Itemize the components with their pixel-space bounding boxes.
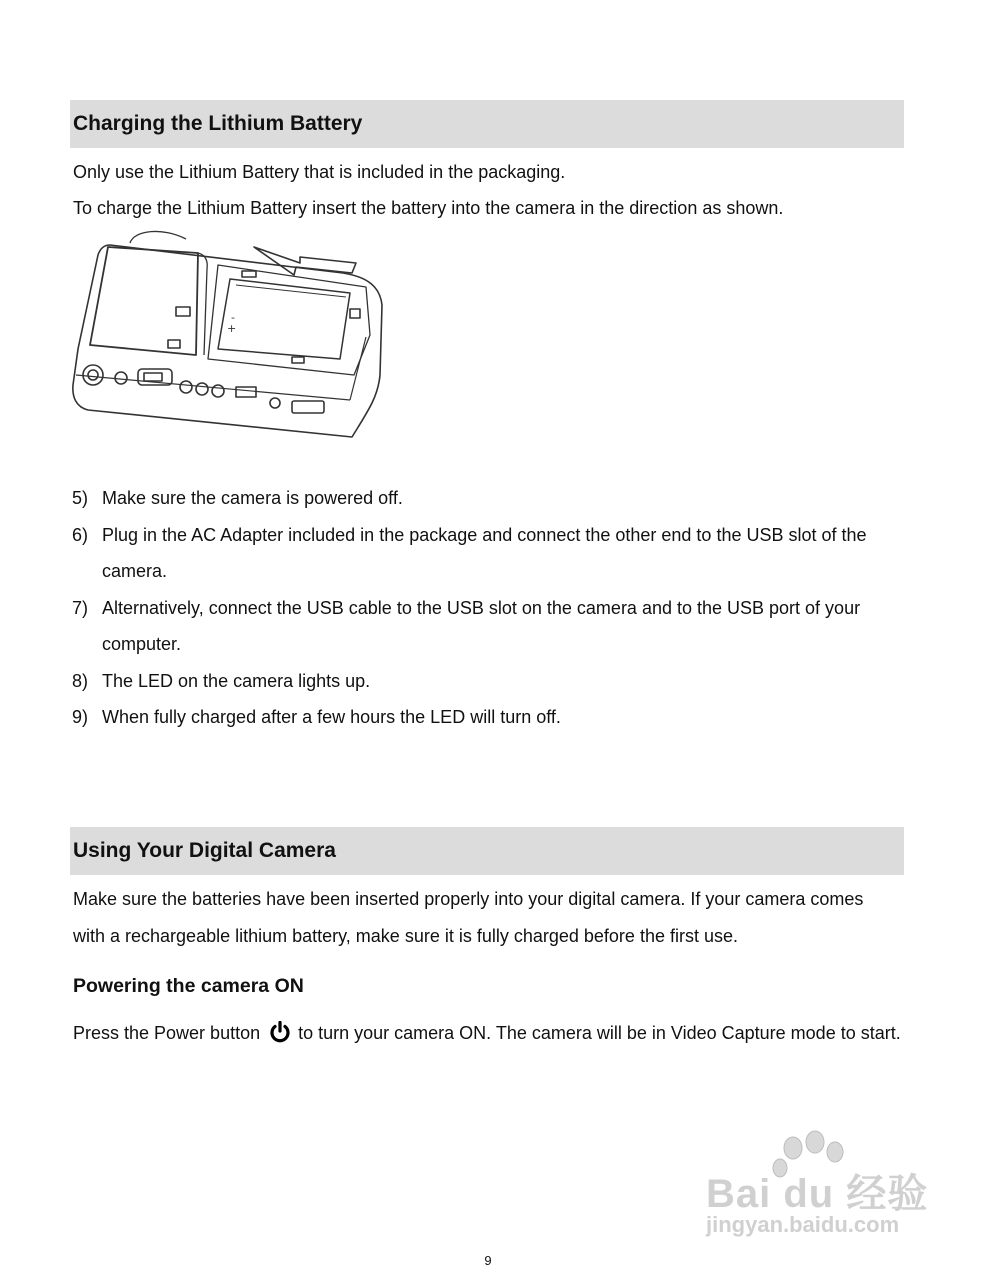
list-item — [72, 517, 912, 590]
paragraph-power-instructions — [73, 1015, 913, 1052]
section-heading-charging — [70, 100, 904, 148]
section-heading-using-camera — [70, 827, 904, 875]
list-item — [72, 480, 912, 517]
list-text: The LED on the camera lights up. — [102, 670, 371, 691]
list-text: Plug in the AC Adapter included in the package and connect the other end to the USB slot of the camera. — [102, 524, 867, 581]
power-text-after: to turn your camera ON. The camera will be in Video Capture mode to start. — [298, 1023, 901, 1043]
list-item — [72, 699, 912, 736]
power-icon — [268, 1020, 292, 1044]
watermark-url: jingyan.baidu.com — [706, 1212, 900, 1237]
list-number: 8) — [72, 670, 89, 691]
page-number: 9 — [484, 1253, 492, 1268]
section-title: Using Your Digital Camera — [73, 839, 336, 862]
subheading-powering-on: Powering the camera ON — [73, 975, 304, 997]
paragraph-charge-direction: To charge the Lithium Battery insert the battery into the camera in the direction as shown. — [73, 198, 784, 218]
section-title: Charging the Lithium Battery — [73, 112, 363, 135]
list-text: When fully charged after a few hours the LED will turn off. — [102, 707, 561, 727]
paragraph-battery-check: Make sure the batteries have been inserted properly into your digital camera. If your camera comes with a rechargeable lithium battery, make sure it is fully charged before the first use. — [73, 889, 864, 946]
baidu-watermark — [700, 1130, 935, 1250]
paragraph-battery-note: Only use the Lithium Battery that is included in the packaging. — [73, 162, 566, 182]
svg-text:-: - — [231, 311, 235, 324]
svg-text:+: + — [227, 322, 237, 335]
list-item — [72, 590, 912, 663]
list-item — [72, 663, 912, 700]
list-text: Make sure the camera is powered off. — [102, 488, 403, 508]
list-number: 5) — [72, 488, 89, 508]
list-text: Alternatively, connect the USB cable to the USB slot on the camera and to the USB port of your computer. — [102, 597, 861, 654]
list-number: 7) — [72, 597, 89, 618]
camera-battery-illustration — [68, 225, 393, 445]
list-number: 6) — [72, 524, 89, 545]
charging-steps-list — [72, 480, 912, 736]
watermark-brand: Bai du 经验 — [706, 1172, 929, 1216]
list-number: 9) — [72, 707, 89, 727]
power-text-before: Press the Power button — [73, 1023, 261, 1043]
